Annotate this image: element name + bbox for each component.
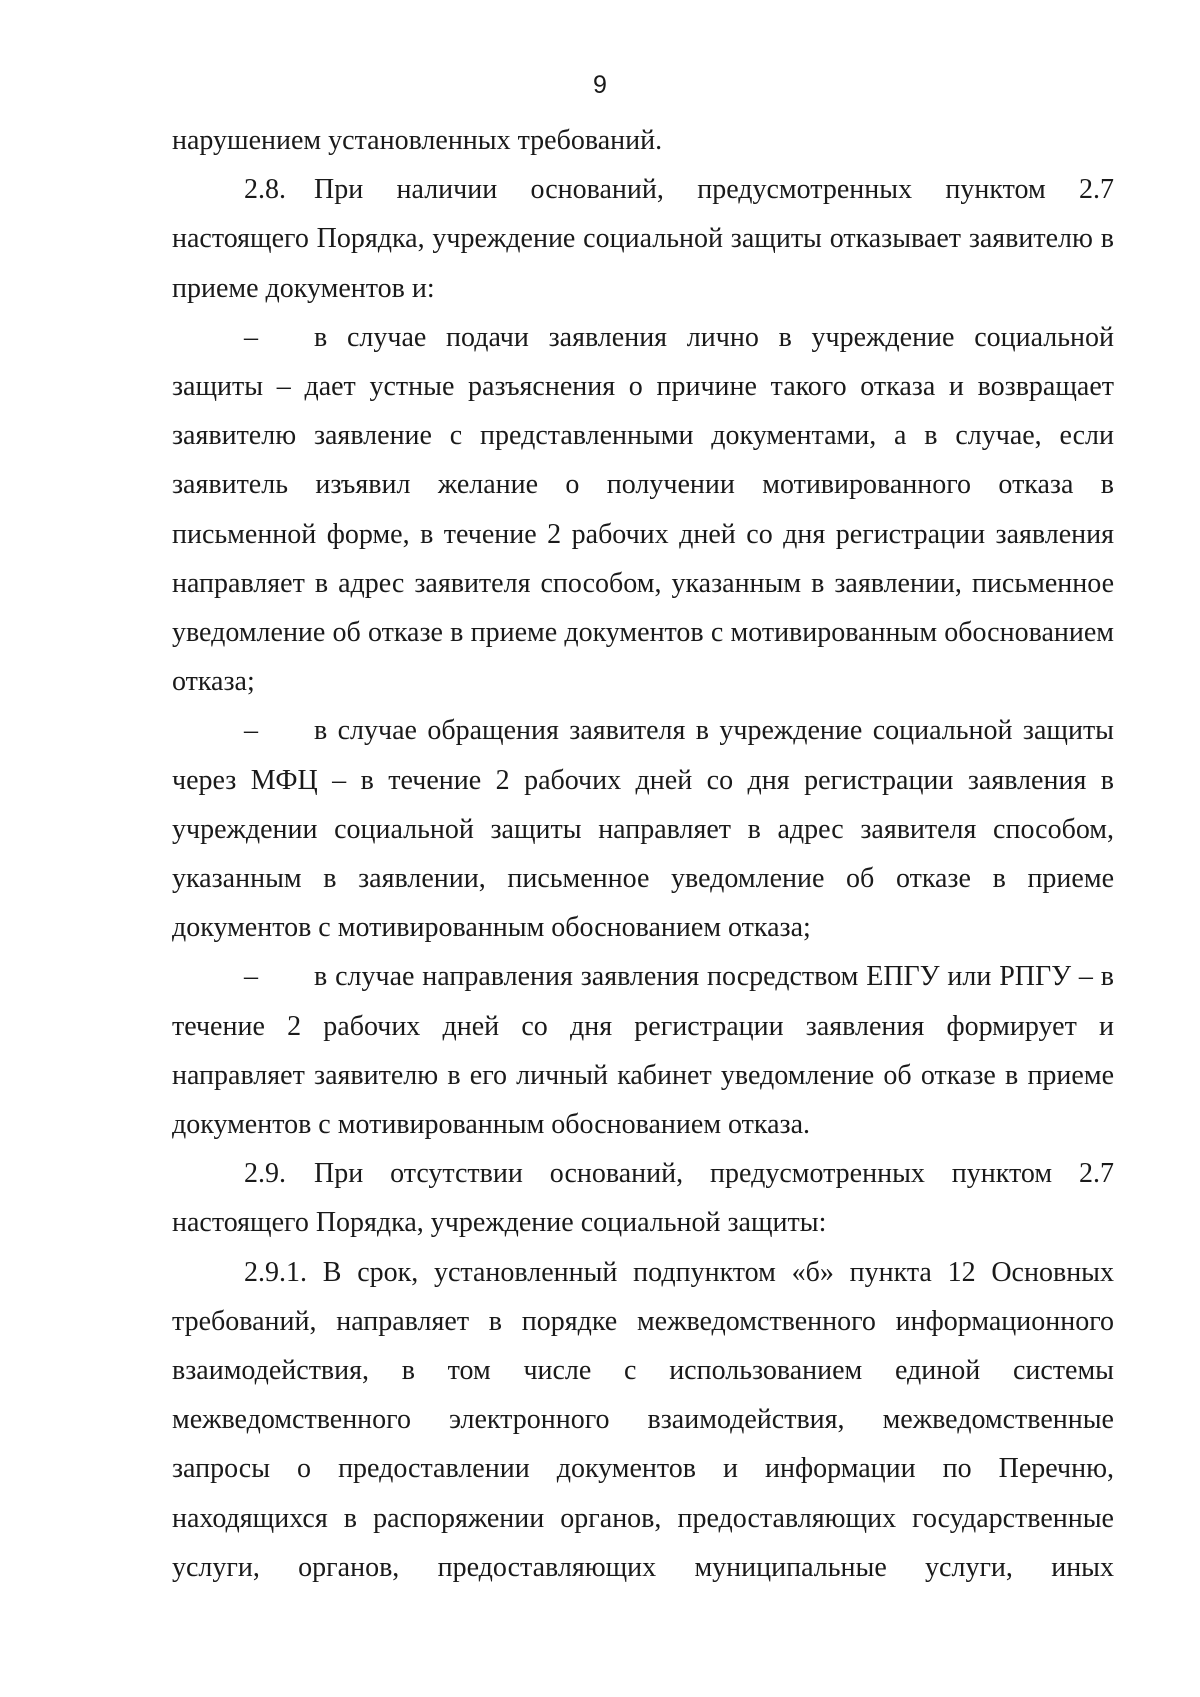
list-item-text: в случае обращения заявителя в учреждение социальной защиты через МФЦ – в течение 2 рабочих дней со дня регистрации заявления в учреждении социальной защиты направляет в адрес заявителя способом, указанным в заявлении, письменное уведомление об отказе в приеме документов с мотивированным обоснованием отказа; (172, 715, 1114, 944)
paragraph-2-9: 2.9. При отсутствии оснований, предусмотренных пунктом 2.7 настоящего Порядка, учреждение социальной защиты: (172, 1158, 1114, 1239)
list-item-mfc (172, 706, 1114, 952)
list-dash: – (244, 715, 258, 747)
list-item-in-person (172, 313, 1114, 707)
paragraph-continuation: нарушением установленных требований. (172, 125, 663, 156)
paragraph-2-9-1: 2.9.1. В срок, установленный подпунктом «б» пункта 12 Основных требований, направляет в порядке межведомственного информационного взаимодействия, в том числе с использованием единой системы межведомственного электронного взаимодействия, межведомственные запросы о предоставлении документов и информации по Перечню, находящихся в распоряжении органов, предоставляющих государственные услуги, органов, предоставляющих муниципальные услуги, иных (172, 1256, 1114, 1583)
page-number: 9 (593, 71, 607, 99)
list-item-text: в случае направления заявления посредством ЕПГУ или РПГУ – в течение 2 рабочих дней со дня регистрации заявления формирует и направляет заявителю в его личный кабинет уведомление об отказе в приеме документов с мотивированным обоснованием отказа. (172, 961, 1114, 1141)
list-dash: – (244, 961, 258, 993)
list-item-text: в случае подачи заявления лично в учреждение социальной защиты – дает устные разъяснения о причине такого отказа и возвращает заявителю заявление с представленными документами, а в случае, если заявитель изъявил желание о получении мотивированного отказа в письменной форме, в течение 2 рабочих дней со дня регистрации заявления направляет в адрес заявителя способом, указанным в заявлении, письменное уведомление об отказе в приеме документов с мотивированным обоснованием отказа; (172, 321, 1114, 698)
list-item-epgu (172, 952, 1114, 1149)
document-body (172, 116, 1114, 1592)
list-dash: – (244, 321, 258, 353)
paragraph-2-8: 2.8. При наличии оснований, предусмотренных пунктом 2.7 настоящего Порядка, учреждение социальной защиты отказывает заявителю в приеме документов и: (172, 174, 1114, 304)
